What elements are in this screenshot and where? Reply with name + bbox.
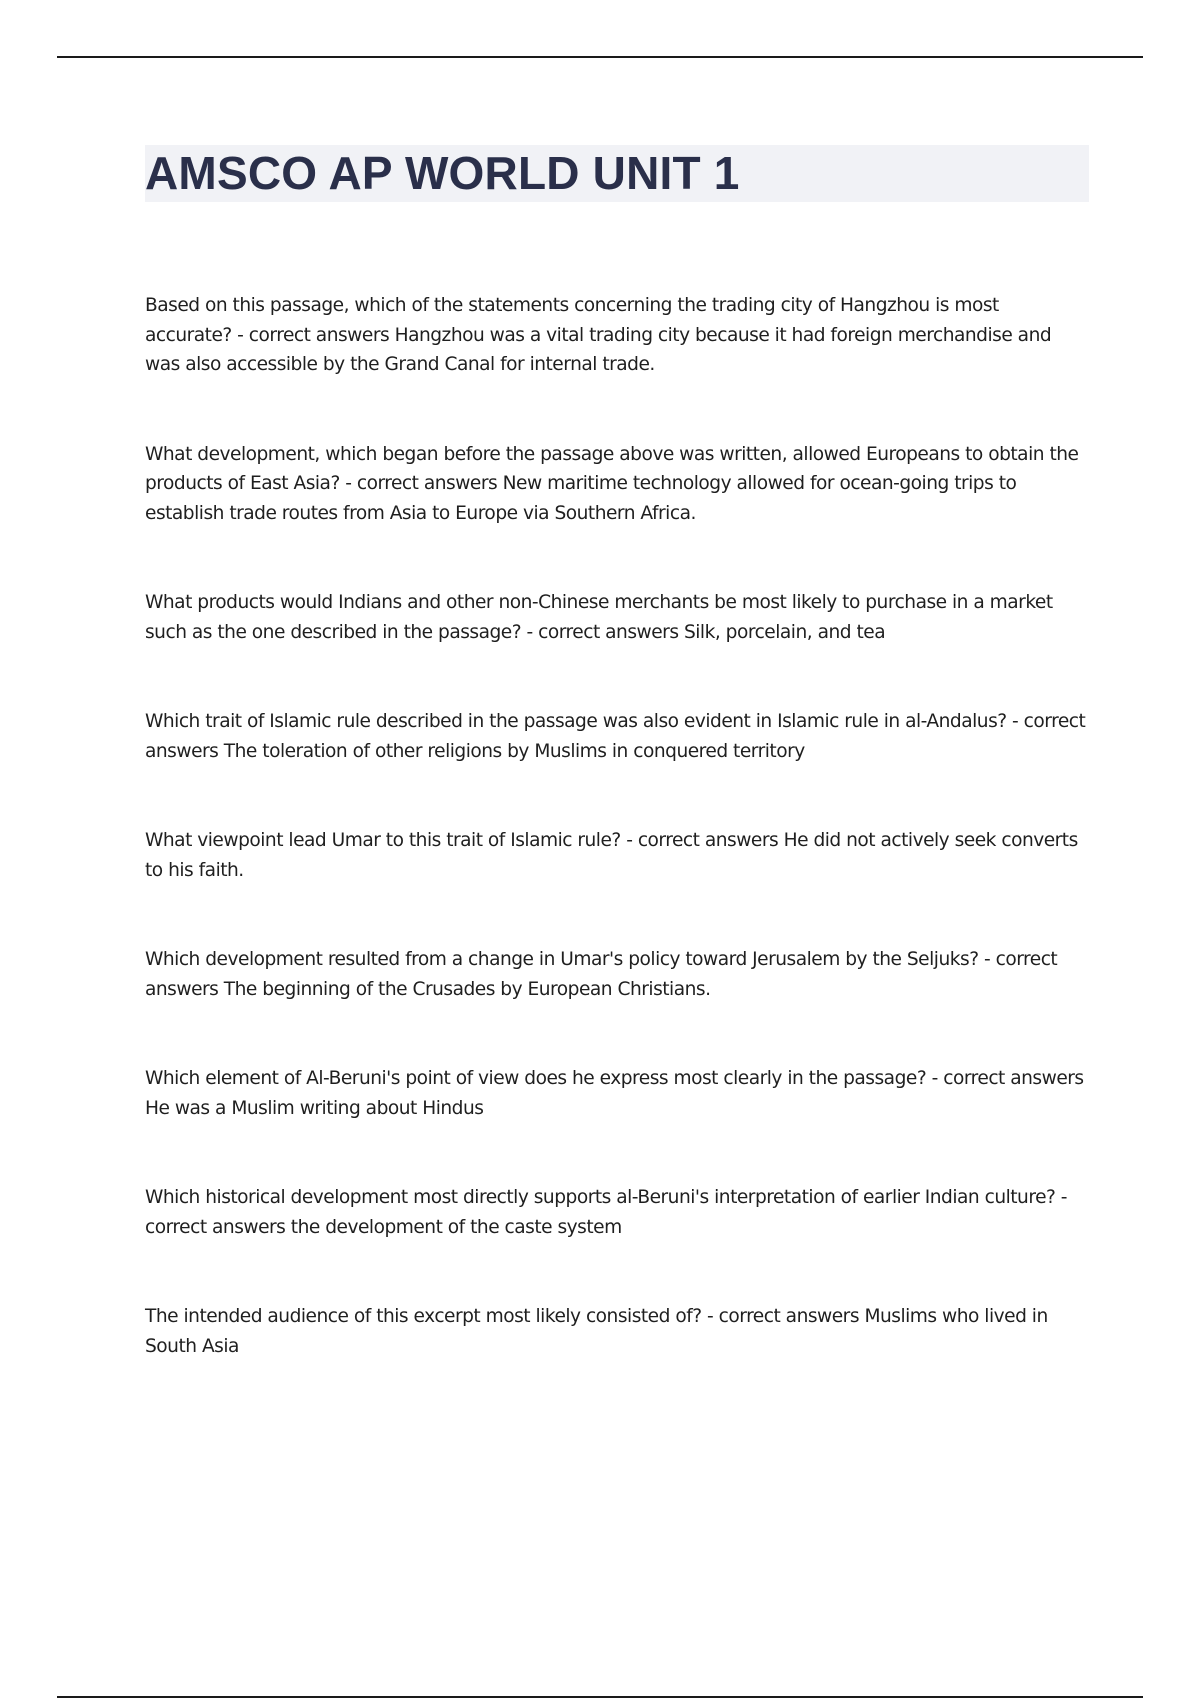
answer-label: correct answers	[248, 324, 390, 346]
qa-item	[145, 707, 1090, 766]
qa-item	[145, 1064, 1090, 1123]
question-text: What viewpoint lead Umar to this trait of Islamic rule?	[145, 830, 621, 851]
answer-label: correct answers	[145, 949, 1058, 1000]
answer-text: He did not actively seek converts to his faith.	[145, 830, 1078, 881]
qa-list	[145, 291, 1090, 1421]
answer-label: correct answers	[145, 1216, 286, 1238]
qa-item	[145, 1183, 1090, 1242]
separator: -	[1055, 1187, 1068, 1208]
answer-text: New maritime technology allowed for ocean-going trips to establish trade routes from Asia to Europe via Southern Africa.	[145, 473, 1017, 524]
separator: -	[521, 621, 539, 643]
question-text: Which trait of Islamic rule described in the passage was also evident in Islamic rule in al-Andalus?	[145, 711, 1007, 732]
separator: -	[701, 1306, 719, 1327]
answer-label: correct answers	[356, 473, 498, 494]
page-title: AMSCO AP WORLD UNIT 1	[145, 147, 740, 199]
answer-text: The toleration of other religions by Muslims in conquered territory	[223, 740, 805, 762]
answer-text: The beginning of the Crusades by European Christians.	[223, 978, 711, 1000]
qa-item	[145, 945, 1090, 1004]
question-text: Which element of Al-Beruni's point of view does he express most clearly in the passage?	[145, 1068, 927, 1089]
qa-item	[145, 291, 1090, 380]
answer-text: He was a Muslim writing about Hindus	[145, 1097, 484, 1119]
separator: -	[978, 949, 996, 970]
separator: -	[926, 1068, 944, 1089]
answer-label: correct answers	[718, 1306, 860, 1327]
question-text: What development, which began before the passage above was written, allowed Europeans to obtain the products of East Asia?	[145, 443, 1079, 494]
answer-text: Muslims who lived in South Asia	[145, 1306, 1048, 1357]
answer-text: Silk, porcelain, and tea	[683, 621, 886, 643]
qa-item	[145, 440, 1090, 529]
answer-label: correct answers	[637, 830, 779, 851]
qa-item	[145, 1302, 1090, 1361]
header-rule	[57, 56, 1143, 58]
qa-item	[145, 588, 1090, 647]
footer-rule	[57, 1696, 1143, 1698]
answer-label: correct answers	[538, 621, 679, 643]
question-text: Which development resulted from a change in Umar's policy toward Jerusalem by the Seljuks?	[145, 949, 979, 970]
separator: -	[620, 830, 638, 851]
separator: -	[339, 473, 357, 494]
separator: -	[1006, 711, 1024, 732]
answer-label: correct answers	[145, 711, 1086, 762]
answer-text: the development of the caste system	[290, 1216, 622, 1238]
question-text: The intended audience of this excerpt most likely consisted of?	[145, 1306, 702, 1327]
question-text: Which historical development most directly supports al-Beruni's interpretation of earlier Indian culture?	[145, 1187, 1056, 1208]
answer-text: Hangzhou was a vital trading city because it had foreign merchandise and was also accessible by the Grand Canal for internal trade.	[145, 324, 1052, 375]
question-text: What products would Indians and other non-Chinese merchants be most likely to purchase in a market such as the one described in the passage?	[145, 592, 1053, 643]
separator: -	[231, 324, 249, 346]
qa-item	[145, 826, 1090, 885]
question-text: Based on this passage, which of the statements concerning the trading city of Hangzhou is most accurate?	[145, 295, 999, 346]
answer-label: correct answers	[943, 1068, 1084, 1089]
